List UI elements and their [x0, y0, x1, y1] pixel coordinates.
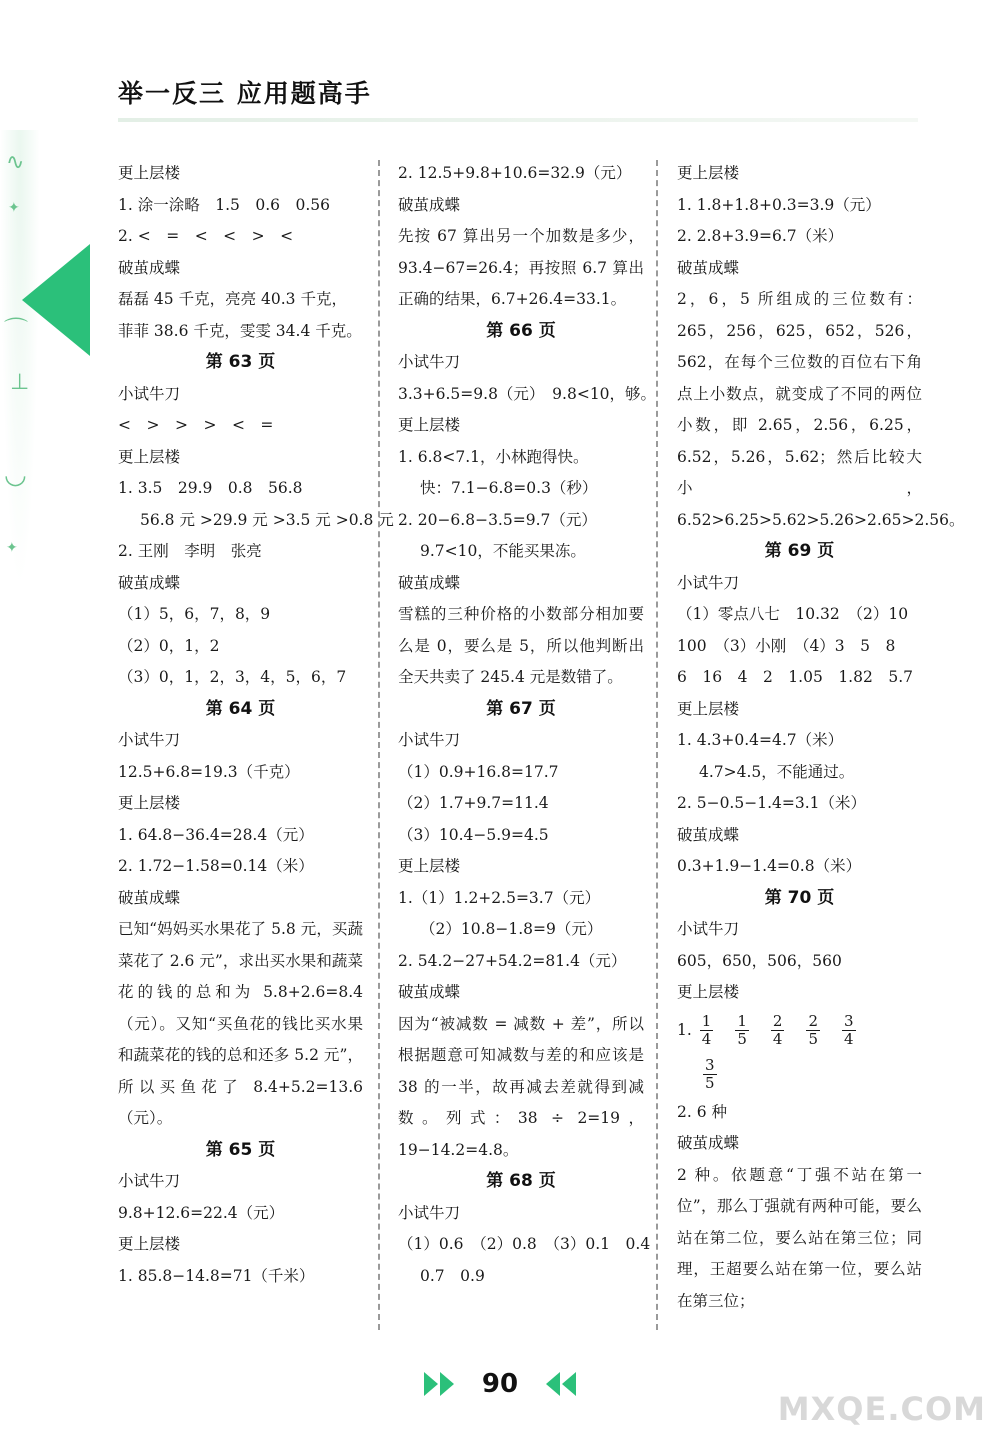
answer-line: 1. 6.8<7.1，小林跑得快。	[398, 447, 589, 466]
section-heading: 破茧成蝶	[118, 888, 181, 907]
page-heading: 第 63 页	[205, 352, 276, 372]
fraction-denominator: 5	[737, 1030, 747, 1048]
header-rule	[118, 118, 918, 122]
answer-line: （1）5，6，7，8，9	[118, 605, 271, 623]
decor-glyph: ⊥	[10, 370, 30, 395]
decor-glyph: ✦	[6, 540, 18, 556]
page-heading: 第 65 页	[205, 1139, 276, 1160]
fraction-denominator: 5	[808, 1030, 818, 1048]
section-heading: 小试牛刀	[118, 731, 181, 749]
answer-line: （1）0.9+16.8=17.7	[398, 762, 559, 781]
page-heading: 第 66 页	[486, 320, 556, 341]
answer-paragraph: 因为“被减数 = 减数 + 差”，所以根据题意可知减数与差的和应该是 38 的一半，故再减去差就得到减数。列式：38 ÷ 2=19，19−14.2=4.8。	[398, 1014, 644, 1159]
column-divider	[656, 160, 658, 1330]
section-heading: 小试牛刀	[677, 920, 740, 938]
answer-line: 9.8+12.6=22.4（元）	[118, 1203, 285, 1222]
answer-line: 2. 12.5+9.8+10.6=32.9（元）	[398, 164, 632, 182]
answer-line: （2）1.7+9.7=11.4	[398, 794, 549, 812]
section-heading: 破茧成蝶	[398, 983, 461, 1001]
answer-line: 1. 64.8−36.4=28.4（元）	[118, 825, 314, 844]
answer-line: 2. 54.2−27+54.2=81.4（元）	[398, 951, 627, 970]
section-heading: 更上层楼	[677, 164, 740, 182]
answer-line: 2. < = < < > <	[118, 227, 294, 245]
answer-line: 1. 85.8−14.8=71（千米）	[118, 1266, 315, 1285]
answer-line: 2. 5−0.5−1.4=3.1（米）	[677, 794, 866, 812]
answer-line: 2. 王刚 李明 张亮	[118, 542, 262, 560]
fraction-denominator: 5	[705, 1074, 715, 1092]
answer-line: 2. 6 种	[677, 1102, 728, 1121]
section-heading: 破茧成蝶	[677, 258, 740, 277]
decor-glyph: ✦	[8, 200, 20, 216]
answer-paragraph: 雪糕的三种价格的小数部分相加要么是 0，要么是 5，所以他判断出全天共卖了 245.4 元是数错了。	[398, 605, 644, 686]
section-heading: 破茧成蝶	[398, 573, 461, 592]
decor-glyph: ◡	[4, 460, 27, 490]
section-heading: 小试牛刀	[677, 573, 740, 592]
answer-paragraph: 2 种。依题意“丁强不站在第一位”，那么丁强就有两种可能，要么站在第二位，要么站在第三位；同理，王超要么站在第一位，要么站在第三位；	[677, 1165, 922, 1310]
answer-line: 4.7>4.5，不能通过。	[699, 762, 855, 781]
left-decoration	[0, 130, 40, 590]
section-heading: 更上层楼	[398, 416, 461, 434]
fraction-numerator: 3	[843, 1012, 854, 1030]
fraction	[806, 1013, 820, 1048]
page-heading: 第 70 页	[764, 887, 835, 908]
answer-line: 1.（1）1.2+2.5=3.7（元）	[398, 888, 601, 907]
section-heading: 小试牛刀	[118, 1172, 181, 1190]
back-arrows-icon	[544, 1372, 576, 1396]
section-heading: 更上层楼	[677, 699, 740, 718]
answer-line: （2）10.8−1.8=9（元）	[420, 920, 603, 938]
fraction	[842, 1013, 856, 1048]
section-heading: 小试牛刀	[398, 353, 461, 371]
answer-line: （3）0，1，2，3，4，5，6，7	[118, 668, 347, 686]
answer-line: < > > > < =	[118, 416, 274, 434]
section-heading: 更上层楼	[398, 857, 461, 875]
answer-line: 6 16 4 2 1.05 1.82 5.7	[677, 668, 913, 686]
page-number: 90	[481, 1369, 519, 1399]
section-heading: 破茧成蝶	[677, 825, 740, 844]
answer-line: 2. 20−6.8−3.5=9.7（元）	[398, 510, 597, 529]
section-heading: 破茧成蝶	[118, 258, 181, 277]
answer-line: 3.3+6.5=9.8（元） 9.8<10，够。	[398, 384, 657, 403]
section-heading: 小试牛刀	[118, 384, 181, 403]
answer-line: （1）零点八七 10.32 （2）10	[677, 605, 909, 623]
answer-line: 0.7 0.9	[420, 1266, 485, 1285]
section-heading: 破茧成蝶	[677, 1134, 740, 1152]
answer-line: （1）0.6 （2）0.8 （3）0.1 0.4	[398, 1235, 651, 1253]
answer-line: 605，650，506，560	[677, 951, 842, 970]
answer-line: 1. 4.3+0.4=4.7（米）	[677, 731, 844, 749]
fraction-row-label: 1.	[677, 1020, 692, 1039]
answer-line: 2. 1.72−1.58=0.14（米）	[118, 857, 314, 875]
answer-line: 菲菲 38.6 千克，雯雯 34.4 千克。	[118, 321, 362, 340]
fraction	[735, 1013, 749, 1048]
answer-line: 1. 涂一涂略 1.5 0.6 0.56	[118, 195, 331, 214]
watermark: MXQE.COM	[777, 1390, 986, 1428]
fraction-row	[677, 1009, 922, 1053]
section-heading: 更上层楼	[118, 164, 181, 182]
fraction-numerator: 1	[737, 1012, 747, 1030]
answer-line: 1. 3.5 29.9 0.8 56.8	[118, 479, 303, 497]
answer-line: 1. 1.8+1.8+0.3=3.9（元）	[677, 195, 881, 214]
answer-paragraph: 2，6，5 所组成的三位数有：265，256，625，652，526，562，在每个三位数的百位右下角点上小数点，就变成了不同的两位小数，即 2.65，2.56，6.25，6.52，5.26，5.62；然后比较大小，6.52>6.25>5.62>5.26>2.65>2.56。	[677, 290, 965, 529]
page-heading: 第 64 页	[205, 698, 276, 719]
fraction	[771, 1013, 785, 1048]
answer-line: 12.5+6.8=19.3（千克）	[118, 762, 300, 781]
section-heading: 更上层楼	[118, 447, 181, 466]
answer-paragraph: 先按 67 算出另一个加数是多少，93.4−67=26.4；再按照 6.7 算出正确的结果，6.7+26.4=33.1。	[398, 227, 644, 308]
answer-paragraph: 已知“妈妈买水果花了 5.8 元，买蔬菜花了 2.6 元”，求出买水果和蔬菜花的钱的总和为 5.8+2.6=8.4（元）。又知“买鱼花的钱比买水果和蔬菜花的钱的总和还多 5.2 元”，所以买鱼花了 8.4+5.2=13.6（元）。	[118, 920, 363, 1127]
section-heading: 更上层楼	[118, 1235, 181, 1253]
answer-line: 9.7<10，不能买果冻。	[420, 542, 586, 560]
answer-line: 磊磊 45 千克，亮亮 40.3 千克，	[118, 290, 347, 308]
section-heading: 破茧成蝶	[118, 573, 181, 592]
fraction-numerator: 2	[772, 1012, 783, 1030]
answer-column-2	[398, 158, 657, 1292]
forward-arrows-icon	[424, 1372, 456, 1396]
answer-line: 2. 2.8+3.9=6.7（米）	[677, 227, 844, 245]
fraction-numerator: 1	[701, 1012, 712, 1030]
section-heading: 更上层楼	[677, 983, 740, 1001]
fraction-denominator: 4	[701, 1030, 712, 1048]
section-heading: 小试牛刀	[398, 731, 461, 749]
fraction-numerator: 2	[808, 1012, 818, 1030]
answer-line: （2）0，1，2	[118, 636, 220, 655]
fraction	[703, 1057, 717, 1092]
decor-glyph: ⌒	[4, 316, 28, 344]
fraction-denominator: 4	[843, 1030, 854, 1048]
page-heading: 第 69 页	[764, 541, 835, 561]
column-divider	[378, 160, 380, 1330]
answer-line: 56.8 元 >29.9 元 >3.5 元 >0.8 元	[140, 510, 394, 529]
page-heading: 第 67 页	[486, 698, 556, 719]
answer-line: 快：7.1−6.8=0.3（秒）	[420, 479, 598, 497]
answer-line: 0.3+1.9−1.4=0.8（米）	[677, 857, 862, 875]
fraction-denominator: 4	[772, 1030, 783, 1048]
section-heading: 小试牛刀	[398, 1203, 461, 1222]
answer-line: （3）10.4−5.9=4.5	[398, 825, 549, 844]
decor-glyph: ∿	[6, 150, 25, 175]
section-heading: 更上层楼	[118, 794, 181, 812]
answer-column-3	[677, 158, 965, 1317]
fraction-row	[677, 1053, 922, 1097]
page-heading: 第 68 页	[486, 1171, 556, 1191]
fraction-numerator: 3	[705, 1056, 715, 1074]
section-heading: 破茧成蝶	[398, 195, 461, 214]
answer-column-1	[118, 158, 394, 1292]
fraction	[700, 1013, 714, 1048]
green-triangle-decoration	[22, 244, 90, 356]
answer-line: 100 （3）小刚 （4）3 5 8	[677, 636, 896, 655]
page-header-title: 举一反三 应用题高手	[118, 79, 372, 108]
